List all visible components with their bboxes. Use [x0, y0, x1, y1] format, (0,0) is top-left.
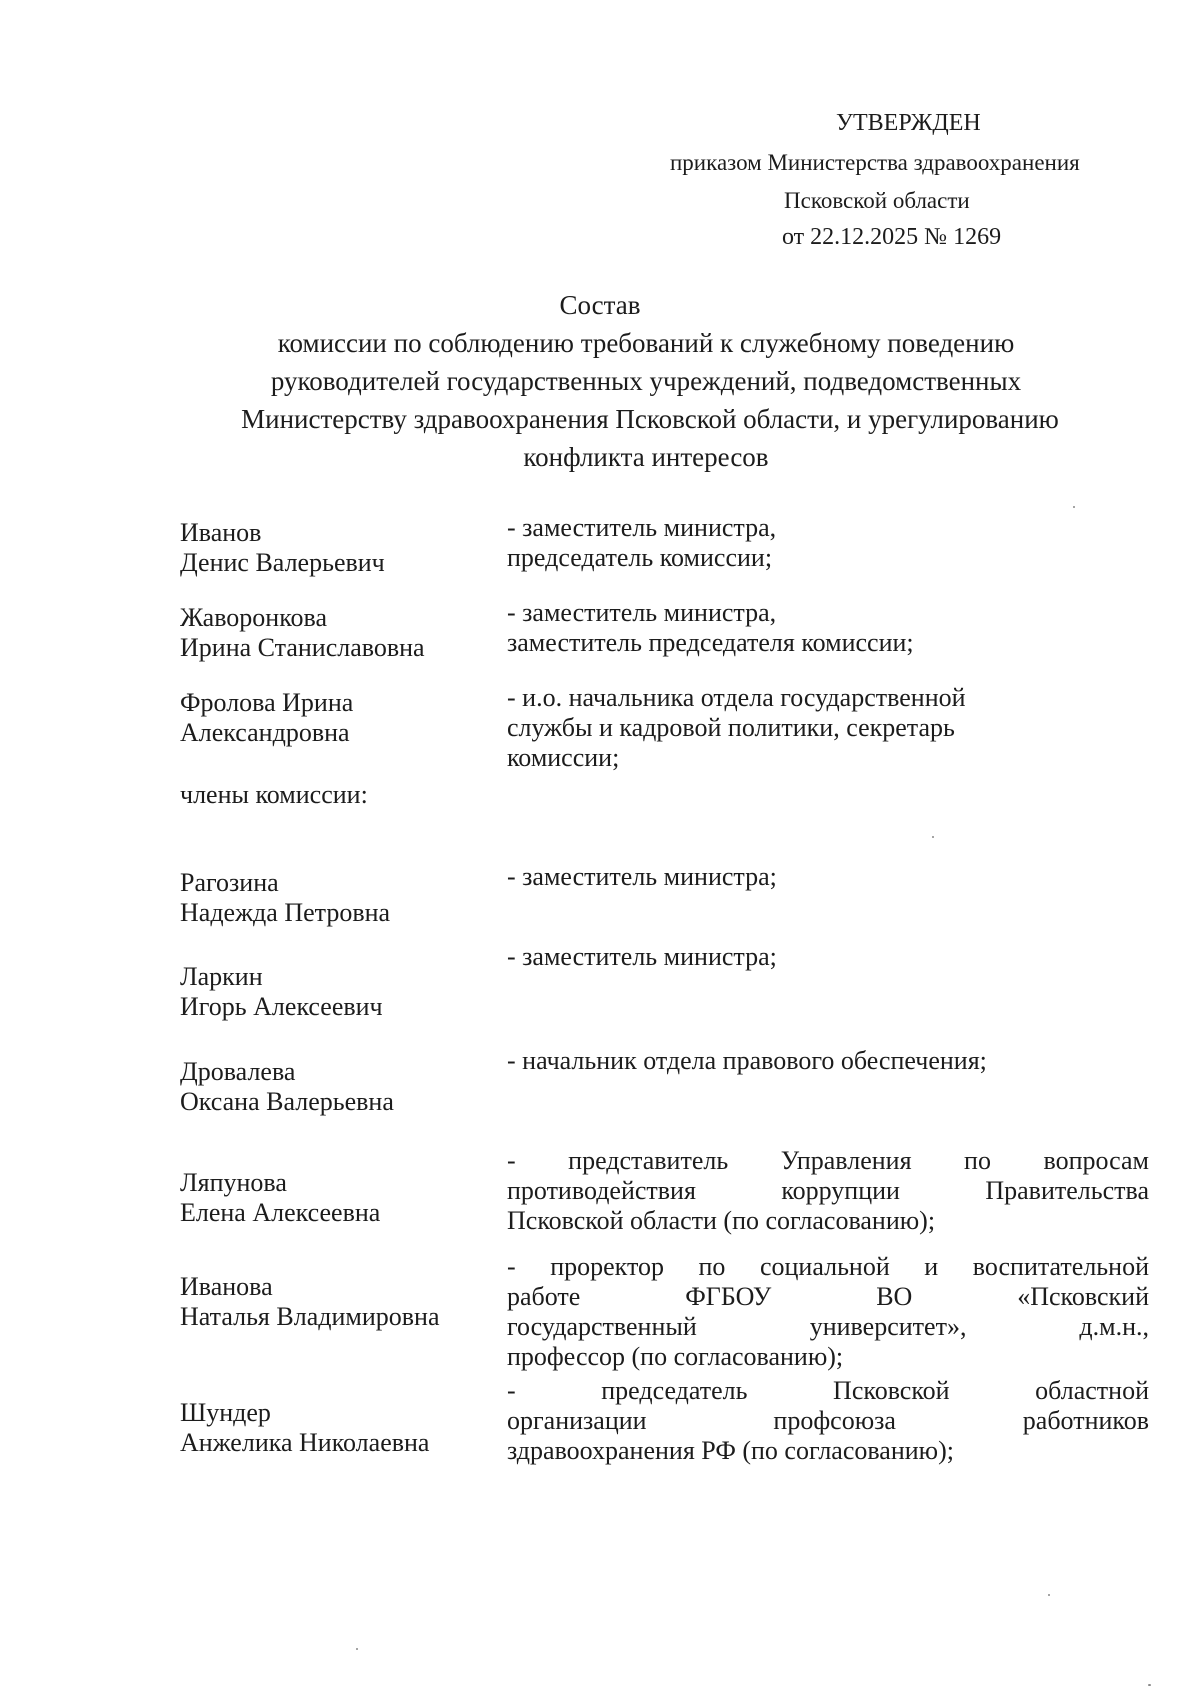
given-names: Денис Валерьевич	[180, 548, 385, 577]
role-line: комиссии;	[507, 743, 620, 772]
role-line: профессор (по согласованию);	[507, 1342, 844, 1371]
person-role	[507, 1146, 1149, 1236]
surname: Рагозина	[180, 868, 279, 897]
approval-title: УТВЕРЖДЕН	[836, 110, 981, 136]
role-line: работе ФГБОУ ВО «Псковский	[507, 1282, 1149, 1311]
document-subtitle-line: комиссии по соблюдению требований к служебному поведению	[277, 328, 1015, 358]
person-name	[180, 962, 500, 1022]
person-name	[180, 1398, 500, 1458]
person-role	[507, 1376, 1149, 1466]
document-subtitle-line: конфликта интересов	[523, 442, 769, 472]
approval-region-line: Псковской области	[784, 188, 970, 213]
role-line: председатель комиссии;	[507, 543, 773, 572]
surname: Жаворонкова	[180, 603, 327, 632]
given-names: Александровна	[180, 718, 350, 747]
scan-speck	[1048, 1594, 1050, 1596]
role-line: организации профсоюза работников	[507, 1406, 1149, 1435]
surname: Ларкин	[180, 962, 263, 991]
person-role	[507, 513, 1149, 573]
person-name	[180, 868, 500, 928]
person-role	[507, 942, 1149, 972]
surname: Дровалева	[180, 1057, 296, 1086]
document-subtitle-line: руководителей государственных учреждений, подведомственных	[270, 366, 1022, 396]
document-subtitle-line: Министерству здравоохранения Псковской области, и урегулированию	[241, 404, 1059, 434]
role-line: - председатель Псковской областной	[507, 1376, 1149, 1405]
given-names: Наталья Владимировна	[180, 1302, 440, 1331]
surname: Ляпунова	[180, 1168, 287, 1197]
person-role	[507, 683, 1149, 773]
scan-speck	[932, 836, 934, 838]
role-line: - и.о. начальника отдела государственной	[507, 683, 966, 712]
person-role	[507, 598, 1149, 658]
role-line: Псковской области (по согласованию);	[507, 1206, 936, 1235]
role-line: - представитель Управления по вопросам	[507, 1146, 1149, 1175]
role-line: - проректор по социальной и воспитательной	[507, 1252, 1149, 1281]
given-names: Елена Алексеевна	[180, 1198, 381, 1227]
given-names: Оксана Валерьевна	[180, 1087, 394, 1116]
role-line: службы и кадровой политики, секретарь	[507, 713, 955, 742]
role-line: заместитель председателя комиссии;	[507, 628, 914, 657]
role-line: - заместитель министра;	[507, 862, 777, 891]
role-line: противодействия коррупции Правительства	[507, 1176, 1149, 1205]
person-name	[180, 518, 500, 578]
given-names: Анжелика Николаевна	[180, 1428, 430, 1457]
person-name	[180, 1272, 500, 1332]
person-role	[507, 1046, 1149, 1076]
document-title: Состав	[559, 290, 641, 320]
surname: Иванов	[180, 518, 262, 547]
person-name	[180, 1057, 500, 1117]
role-line: государственный университет», д.м.н.,	[507, 1312, 1149, 1341]
surname: Иванова	[180, 1272, 273, 1301]
person-name	[180, 603, 500, 663]
surname: Фролова Ирина	[180, 688, 354, 717]
scan-speck	[1148, 1684, 1151, 1686]
person-role	[507, 862, 1149, 892]
role-line: - заместитель министра;	[507, 942, 777, 971]
person-role	[507, 1252, 1149, 1372]
person-name	[180, 688, 500, 748]
role-line: здравоохранения РФ (по согласованию);	[507, 1436, 954, 1465]
approval-order-line: приказом Министерства здравоохранения	[670, 150, 1080, 175]
person-name	[180, 1168, 500, 1228]
scan-speck	[1073, 506, 1075, 508]
given-names: Ирина Станиславовна	[180, 633, 425, 662]
scan-speck	[356, 1648, 358, 1650]
approval-date-number: от 22.12.2025 № 1269	[782, 224, 1002, 250]
given-names: Игорь Алексеевич	[180, 992, 383, 1021]
members-label: члены комиссии:	[180, 780, 368, 809]
surname: Шундер	[180, 1398, 271, 1427]
role-line: - заместитель министра,	[507, 598, 777, 627]
role-line: - начальник отдела правового обеспечения;	[507, 1046, 987, 1075]
given-names: Надежда Петровна	[180, 898, 391, 927]
role-line: - заместитель министра,	[507, 513, 777, 542]
